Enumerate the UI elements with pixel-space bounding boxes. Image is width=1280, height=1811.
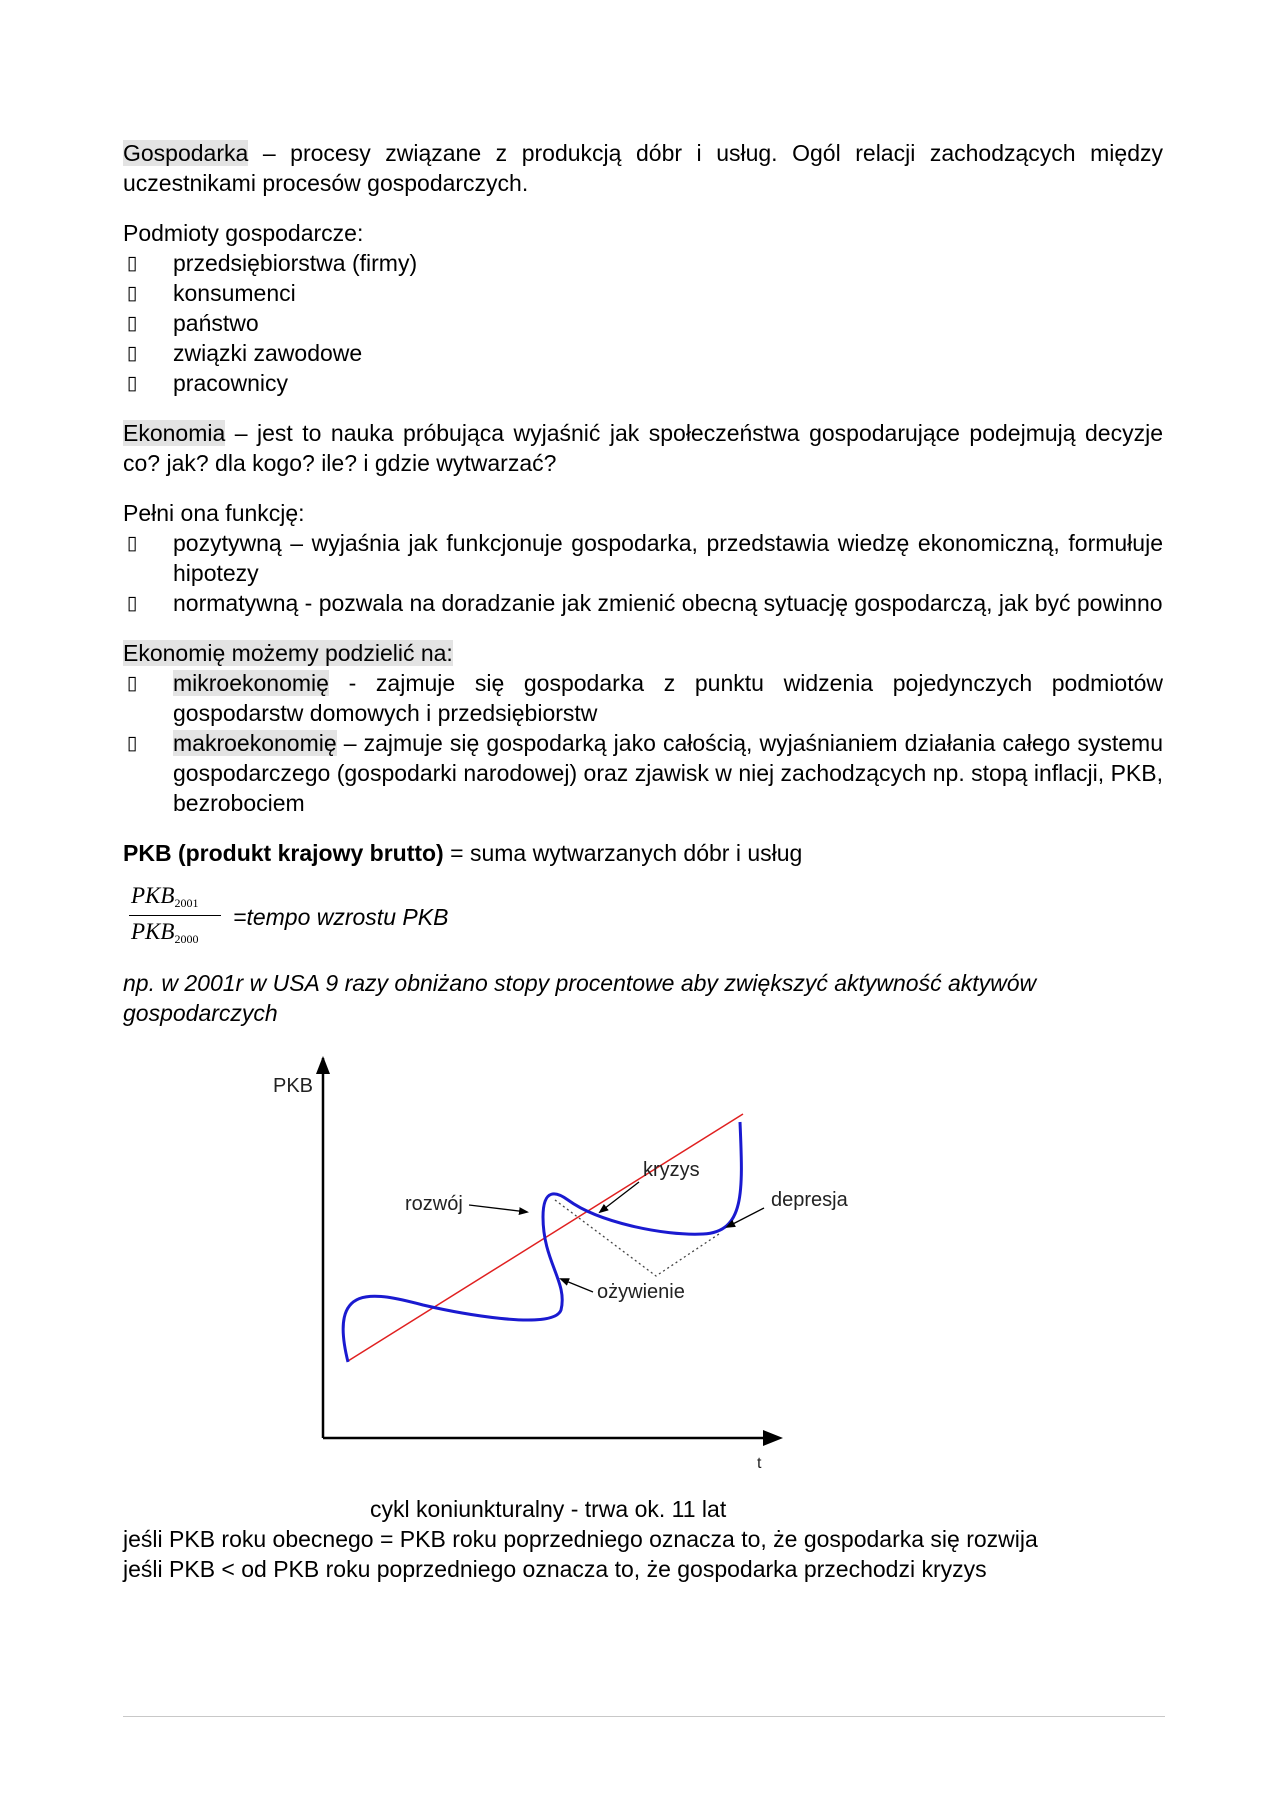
formula-result: =tempo wzrostu PKB [233, 904, 449, 930]
diagram-caption: cykl koniunkturalny - trwa ok. 11 lat [370, 1496, 727, 1522]
functions-list [123, 528, 1163, 618]
label-kryzys: kryzys [643, 1159, 700, 1181]
list-item: ▯ przedsiębiorstwa (firmy) [126, 250, 418, 276]
kryzys-arrow [600, 1182, 639, 1212]
pkb-definition [123, 838, 1163, 868]
term-makroekonomia: makroekonomię [173, 730, 337, 756]
economics-text: – jest to nauka próbująca wyjaśnić jak społeczeństwa gospodarujące podejmują decyzje co? jak? dla kogo? ile? i gdzie wytwarzać? [123, 420, 1163, 476]
functions-heading: Pełni ona funkcję: [123, 500, 305, 526]
formula-denominator: $PKB_{2000}$ [131, 919, 199, 946]
y-axis-arrow-icon [316, 1056, 330, 1074]
list-item: ▯ związki zawodowe [126, 340, 363, 366]
diagram-svg [123, 1052, 1163, 1482]
label-depresja: depresja [771, 1189, 848, 1211]
bullet-icon: ▯ [126, 282, 138, 304]
term-mikroekonomia: mikroekonomię [173, 670, 329, 696]
bullet-icon: ▯ [126, 252, 138, 274]
list-item: ▯ państwo [126, 310, 259, 336]
growth-formula [123, 882, 1163, 956]
list-item: ▯ konsumenci [126, 280, 296, 306]
x-axis-label: t [757, 1455, 762, 1472]
y-axis-label: PKB [273, 1075, 314, 1097]
division-heading: Ekonomię możemy podzielić na: [123, 640, 453, 666]
pkb-text: = suma wytwarzanych dóbr i usług [443, 840, 803, 866]
bullet-icon: ▯ [126, 372, 138, 394]
business-cycle-diagram [123, 1052, 1163, 1482]
rozwoj-arrow [469, 1205, 527, 1212]
intro-text: – procesy związane z produkcją dóbr i usług. Ogól relacji zachodzących między uczestnikami procesów gospodarczych. [123, 140, 1163, 196]
dotted-recovery-line [555, 1200, 719, 1276]
list-item: ▯ mikroekonomię - zajmuje się gospodarka z punktu widzenia pojedynczych podmiotów gospodarstw domowych i przedsiębiorstw [126, 670, 1163, 726]
bullet-icon: ▯ [126, 532, 138, 554]
document-page [123, 138, 1163, 1584]
list-item: ▯ pracownicy [126, 370, 289, 396]
bullet-icon: ▯ [126, 732, 138, 754]
ozywienie-arrow [561, 1279, 593, 1292]
note-line: jeśli PKB roku obecnego = PKB roku poprzedniego oznacza to, że gospodarka się rozwija [123, 1526, 1038, 1552]
formula-numerator: $PKB_{2001}$ [131, 883, 199, 910]
intro-paragraph [123, 138, 1163, 198]
list-item: ▯ normatywną - pozwala na doradzanie jak zmienić obecną sytuację gospodarczą, jak być powinno [126, 590, 1163, 616]
bullet-icon: ▯ [126, 592, 138, 614]
bullet-icon: ▯ [126, 342, 138, 364]
list-item: ▯ makroekonomię – zajmuje się gospodarką jako całością, wyjaśnianiem działania całego systemu gospodarczego (gospodarki narodowej) oraz zjawisk w niej zachodzących np. stopą inflacji, PKB, bezrobociem [126, 730, 1163, 816]
term-gospodarka: Gospodarka [123, 140, 249, 166]
x-axis-arrow-icon [763, 1430, 783, 1446]
economics-paragraph [123, 418, 1163, 478]
note-line: jeśli PKB < od PKB roku poprzedniego oznacza to, że gospodarka przechodzi kryzys [123, 1556, 987, 1582]
division-list [123, 668, 1163, 818]
term-ekonomia: Ekonomia [123, 420, 226, 446]
label-rozwoj: rozwój [405, 1193, 463, 1215]
subjects-heading: Podmioty gospodarcze: [123, 220, 364, 246]
bullet-icon: ▯ [126, 672, 138, 694]
label-ozywienie: ożywienie [597, 1281, 685, 1303]
bullet-icon: ▯ [126, 312, 138, 334]
fraction-bar [129, 915, 221, 916]
footer-divider [123, 1716, 1165, 1717]
example-note: np. w 2001r w USA 9 razy obniżano stopy procentowe aby zwiększyć aktywność aktywów gospodarczych [123, 970, 1037, 1026]
list-item: ▯ pozytywną – wyjaśnia jak funkcjonuje gospodarka, przedstawia wiedzę ekonomiczną, formułuje hipotezy [126, 530, 1163, 586]
pkb-term: PKB (produkt krajowy brutto) [123, 840, 444, 866]
subjects-list [123, 248, 1163, 398]
